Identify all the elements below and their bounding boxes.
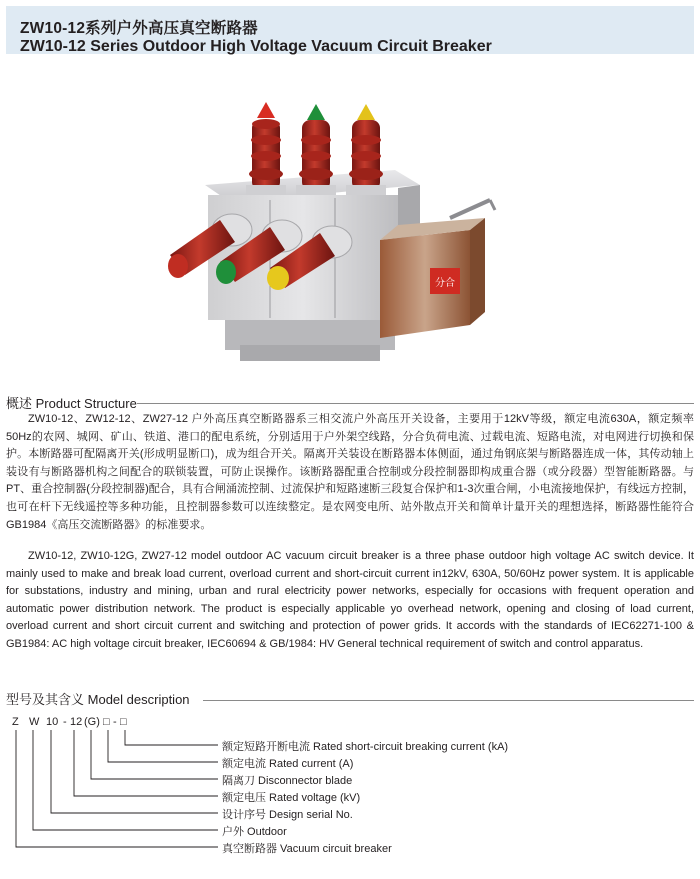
page-title-english: ZW10-12 Series Outdoor High Voltage Vacuum Circuit Breaker xyxy=(20,38,492,55)
structure-heading-en: Product Structure xyxy=(35,396,137,411)
model-desc-item: 额定电流 Rated current (A) xyxy=(222,758,354,770)
model-code-part: Z xyxy=(12,716,19,728)
structure-paragraph-en: ZW10-12, ZW10-12G, ZW27-12 model outdoor AC vacuum circuit breaker is a three phase outdoor high voltage AC switch device. It mainly used to make and break load current, overload current and short-circuit current in12kV, 630A, 50/60Hz power system. It is applicable for substations, industry and mining, urban and rural electricity power networks, especially for occasions with frequent operation and automatic power distribution network. The product is especially applicable yo overhead network, opening and closing of load current, overload current and short circuit current and switching and protection of power grids. It accords with the standards of IEC62271-100 & GB1984: AC high voltage circuit breaker, IEC60694 & GB/1984: HV General technical requirement of switch and control apparatus. xyxy=(6,550,694,650)
model-heading-en: Model description xyxy=(87,692,190,707)
model-code-part: 10 xyxy=(46,716,59,728)
panel-label: 分合 xyxy=(435,278,455,289)
model-code-part: - xyxy=(63,716,67,728)
model-code-part: - xyxy=(113,716,117,728)
model-desc-item: 额定短路开断电流 Rated short-circuit breaking current (kA) xyxy=(222,741,509,753)
model-desc-item: 设计序号 Design serial No. xyxy=(222,809,353,821)
structure-paragraph-cn: ZW10-12、ZW12-12、ZW27-12 户外高压真空断路器系三相交流户外高压开关设备，主要用于12kV等级，额定电流630A，额定频率50Hz的农网、城网、矿山、铁道、港口的配电系统，分别适用于户外架空线路，分合负荷电流、过载电流、短路电流，对电网进行切换和保护。本断路器可配隔离开关(形成明显断口)，成为组合开关。隔离开关装设在断路器本体侧面，通过角钢底架与断路器连成一体，其传动轴上装设有与断路器机构之间配合的联锁装置，可防止误操作。该断路器配重合控制或分段控制器即构成重合器（或分段器）型智能断路器。与PT、重合控制器(分段控制器)配合，具有合闸涌流控制、过流保护和短路速断三段复合保护和1-3次重合闸，小电流接地保护，有线远方控制，也可在杆下无线遥控等多种功能，且控制器参数可以连续整定。是农网变电所、站外散点开关和简单计量开关的理想选择，断路器性能符合GB1984《高压交流断路器》的标准要求。 xyxy=(6,413,694,531)
model-code-part: 12 xyxy=(70,716,83,728)
model-code-part: (G) xyxy=(84,716,100,728)
page-title-chinese: ZW10-12系列户外高压真空断路器 xyxy=(20,20,258,37)
model-desc-item: 隔离刀 Disconnector blade xyxy=(222,775,353,787)
model-code-part: □ xyxy=(103,716,110,728)
model-code-part: W xyxy=(29,716,40,728)
model-code-part: □ xyxy=(120,716,127,728)
model-desc-item: 户外 Outdoor xyxy=(222,826,287,838)
model-desc-item: 真空断路器 Vacuum circuit breaker xyxy=(222,843,392,855)
structure-heading-cn: 概述 xyxy=(6,396,33,411)
model-heading-cn: 型号及其含义 xyxy=(6,692,85,707)
model-desc-item: 额定电压 Rated voltage (kV) xyxy=(222,792,361,804)
